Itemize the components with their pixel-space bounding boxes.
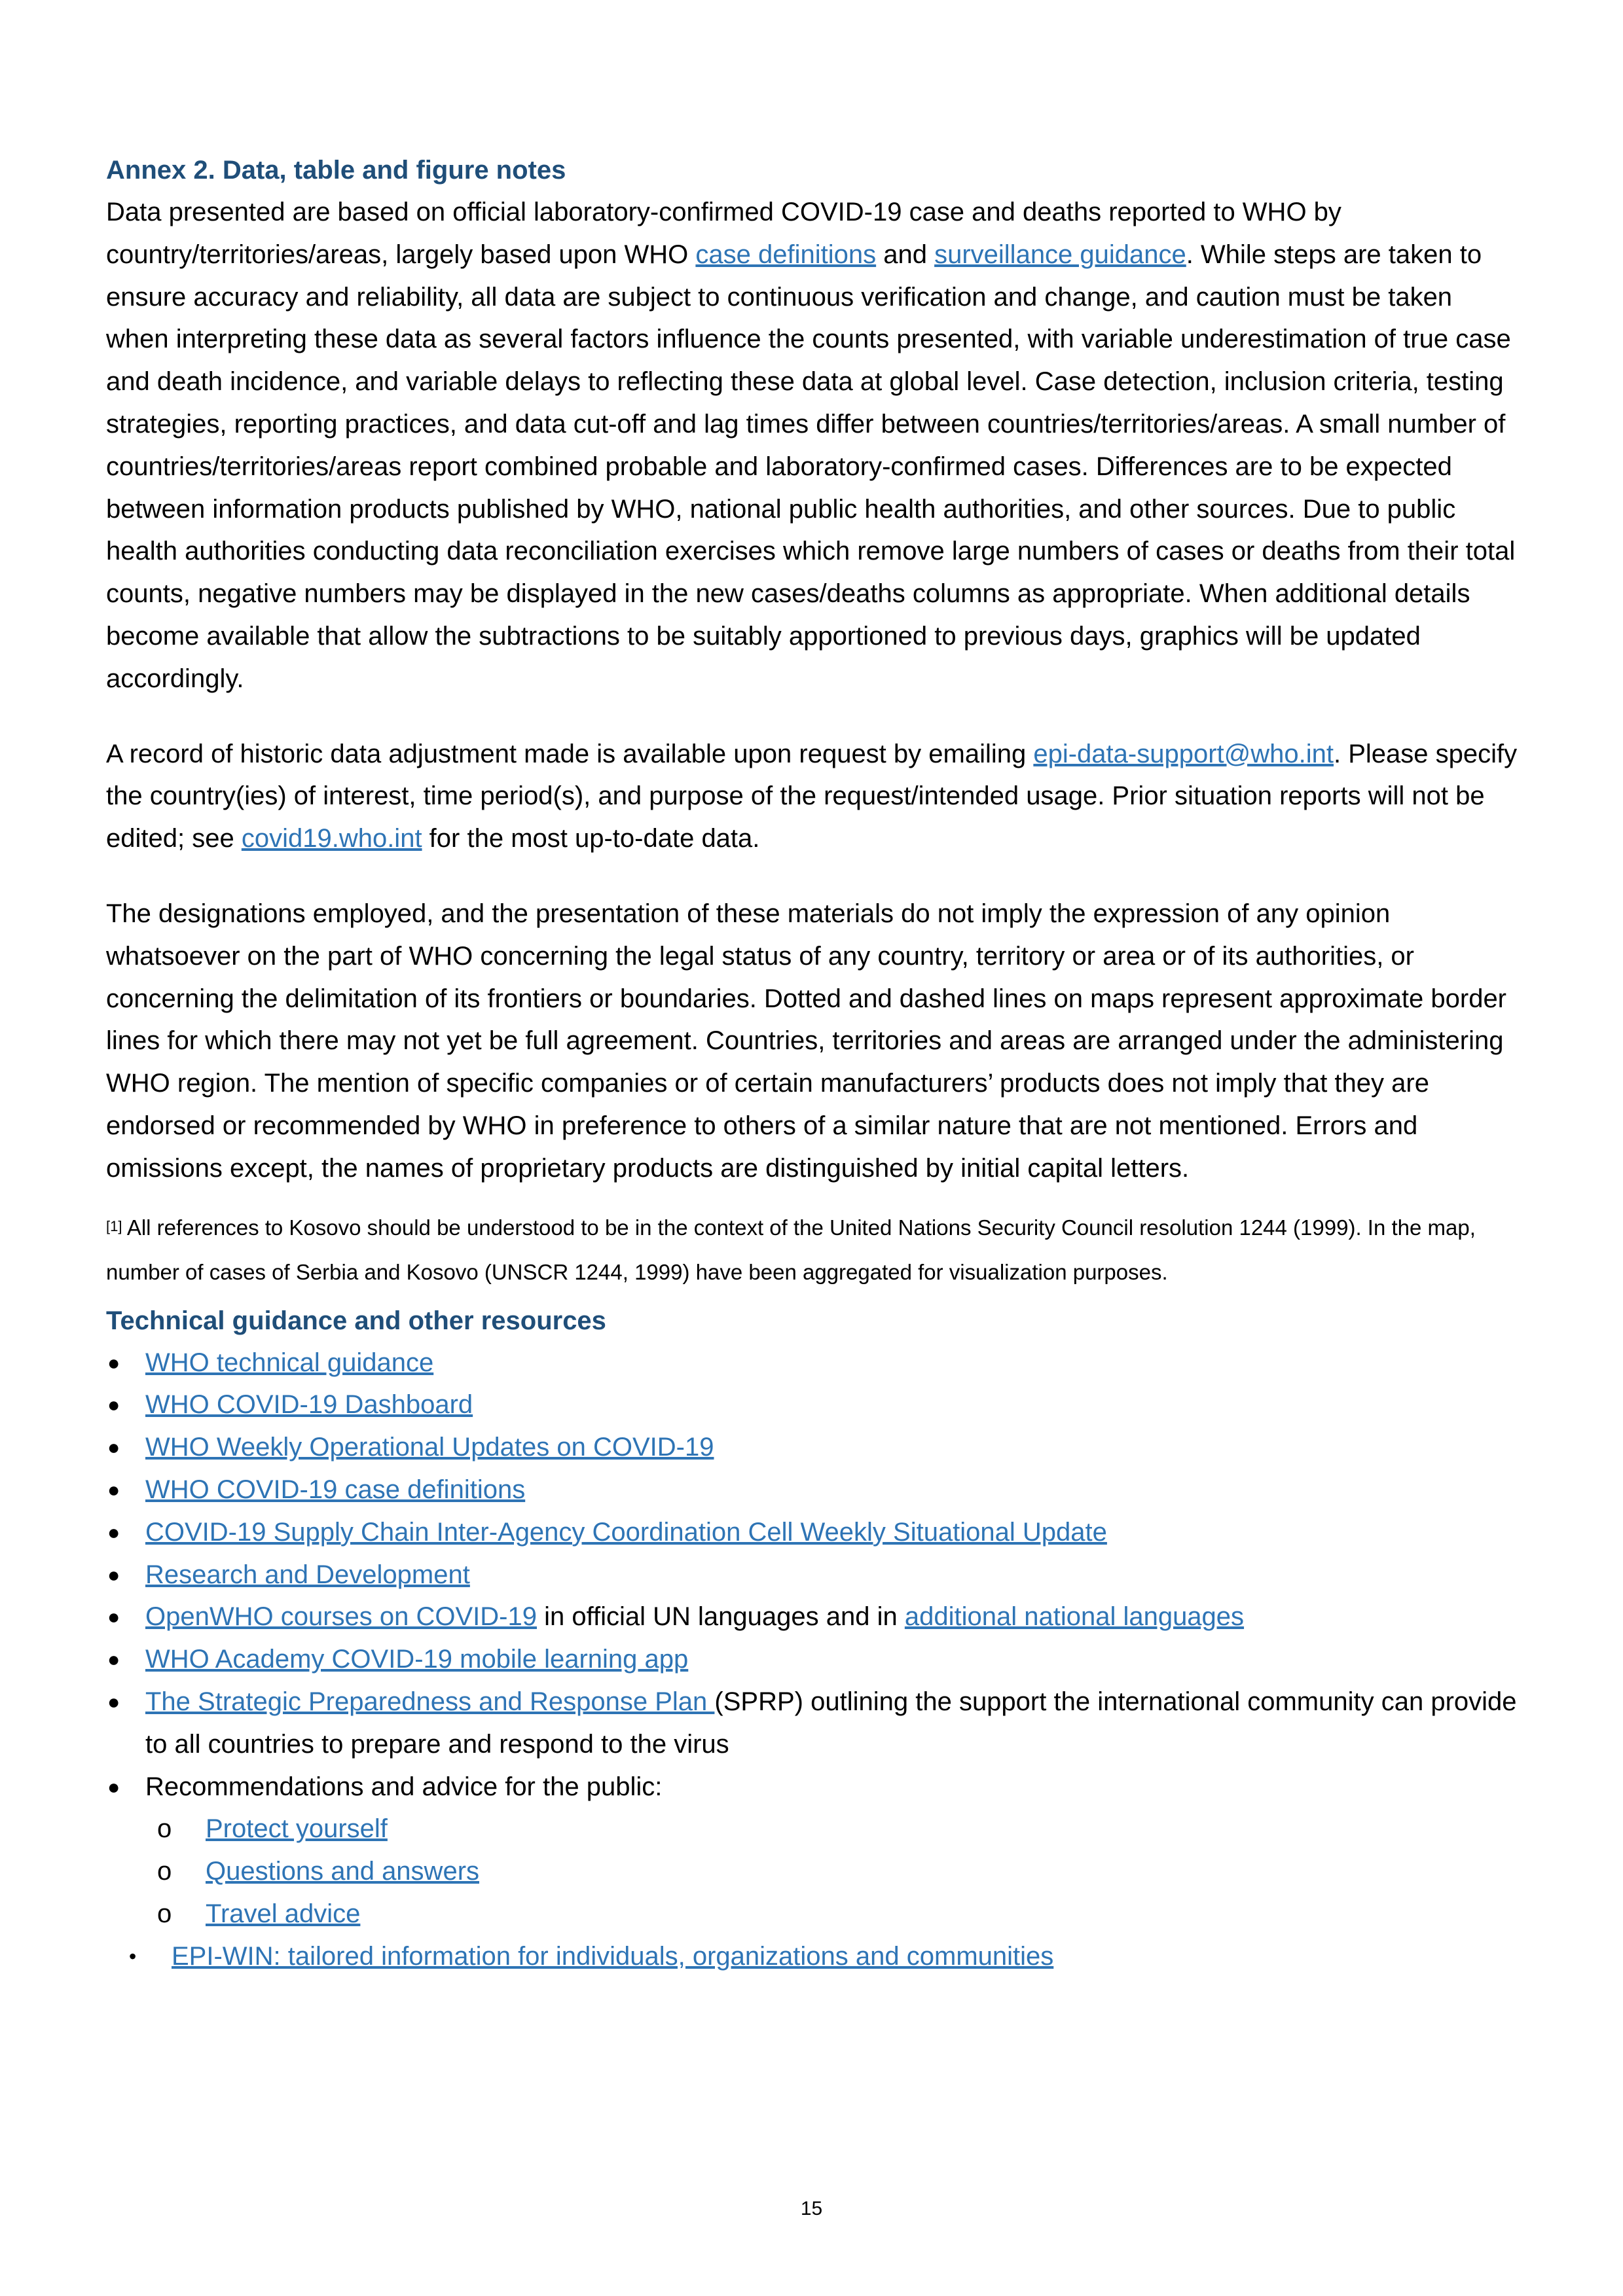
kosovo-footnote [106, 1207, 1520, 1293]
bullet-icon: ● [107, 1562, 120, 1587]
bullet-icon: ● [107, 1647, 120, 1672]
document-page [106, 149, 1520, 1977]
designations-disclaimer-paragraph: The designations employed, and the presentation of these materials do not imply the expression of any opinion whatsoever on the part of WHO concerning the legal status of any country, territory or area or of its authorities, or concerning the delimitation of its frontiers or boundaries. Dotted and dashed lines on maps represent approximate border lines for which there may not yet be full agreement. Countries, territories and areas are arranged under the administering WHO region. The mention of specific companies or of certain manufacturers’ products does not imply that they are endorsed or recommended by WHO in preference to others of a similar nature that are not mentioned. Errors and omissions except, the names of proprietary products are distinguished by initial capital letters. [106, 899, 1507, 1183]
sub-list-item [106, 1893, 1520, 1935]
list-item [106, 1638, 1520, 1681]
additional-national-languages-link[interactable]: additional national languages [904, 1602, 1245, 1632]
footnote-mark: [1] [106, 1217, 122, 1234]
page-number: 15 [800, 2198, 823, 2219]
who-covid19-dashboard-link[interactable]: WHO COVID-19 Dashboard [145, 1390, 473, 1420]
who-technical-guidance-link[interactable]: WHO technical guidance [145, 1348, 434, 1377]
bullet-icon: ● [107, 1520, 120, 1544]
bullet-icon: ● [107, 1605, 120, 1629]
footnote-text: All references to Kosovo should be understood to be in the context of the United Nations Security Council resolution 1244 (1999). In the map, number of cases of Serbia and Kosovo (UNSCR 1244, 1999) have been aggregated for visualization purposes. [106, 1215, 1476, 1284]
sprp-link[interactable]: The Strategic Preparedness and Response Plan [145, 1687, 715, 1716]
epi-win-link[interactable]: EPI-WIN: tailored information for individuals, organizations and communities [172, 1941, 1054, 1971]
circle-bullet-icon: o [157, 1857, 172, 1886]
p2-text-2: . Please specify the country(ies) of interest, time period(s), and purpose of the request/intended usage. Prior situation reports will not be edited; see [106, 739, 1518, 853]
data-notes-paragraph [106, 191, 1520, 700]
resources-heading: Technical guidance and other resources [106, 1306, 606, 1335]
bullet-icon: ● [107, 1774, 120, 1799]
covid19-case-definitions-link[interactable]: WHO COVID-19 case definitions [145, 1475, 526, 1504]
bullet-icon: • [129, 1944, 137, 1968]
case-definitions-link[interactable]: case definitions [695, 240, 877, 269]
resources-list [106, 1342, 1520, 1978]
recommendations-text: Recommendations and advice for the public: [145, 1772, 663, 1801]
bullet-icon: ● [107, 1689, 120, 1713]
circle-bullet-icon: o [157, 1899, 172, 1928]
covid19-who-int-link[interactable]: covid19.who.int [241, 824, 422, 853]
annex-heading: Annex 2. Data, table and figure notes [106, 156, 566, 185]
list-item [106, 1426, 1520, 1469]
public-advice-sublist [106, 1808, 1520, 1935]
list-item [106, 1469, 1520, 1511]
sub-list-item [106, 1808, 1520, 1850]
p2-text-1: A record of historic data adjustment made is available upon request by emailing [106, 739, 1034, 768]
who-academy-app-link[interactable]: WHO Academy COVID-19 mobile learning app [145, 1645, 689, 1674]
p1-text-1: Data presented are based on official laboratory-confirmed COVID-19 case and deaths reported to WHO by country/territories/areas, largely based upon WHO [106, 198, 1341, 269]
protect-yourself-link[interactable]: Protect yourself [206, 1814, 388, 1844]
p1-text-3: . While steps are taken to ensure accuracy and reliability, all data are subject to continuous verification and change, and caution must be taken when interpreting these data as several factors influence the counts presented, with variable underestimation of true case and death incidence, and variable delays to reflecting these data at global level. Case detection, inclusion criteria, testing strategies, reporting practices, and data cut-off and lag times differ between countries/territories/areas. A small number of countries/territories/areas report combined probable and laboratory-confirmed cases. Differences are to be expected between information products published by WHO, national public health authorities, and other sources. Due to public health authorities conducting data reconciliation exercises which remove large numbers of cases or deaths from their total counts, negative numbers may be displayed in the new cases/deaths columns as appropriate. When additional details become available that allow the subtractions to be suitably apportioned to previous days, graphics will be updated accordingly. [106, 240, 1516, 693]
p2-text-3: for the most up-to-date data. [422, 824, 760, 853]
list-item [106, 1511, 1520, 1554]
list-item [106, 1384, 1520, 1426]
list-item [106, 1596, 1520, 1638]
openwho-courses-link[interactable]: OpenWHO courses on COVID-19 [145, 1602, 537, 1632]
weekly-operational-updates-link[interactable]: WHO Weekly Operational Updates on COVID-19 [145, 1433, 714, 1462]
openwho-text: in official UN languages and in [537, 1602, 905, 1632]
list-item [106, 1766, 1520, 1935]
list-item [106, 1935, 1520, 1978]
epi-data-support-email-link[interactable]: epi-data-support@who.int [1033, 739, 1334, 768]
surveillance-guidance-link[interactable]: surveillance guidance [934, 240, 1186, 269]
data-adjustment-paragraph [106, 733, 1520, 860]
bullet-icon: ● [107, 1435, 120, 1460]
bullet-icon: ● [107, 1393, 120, 1417]
list-item [106, 1681, 1520, 1766]
list-item [106, 1554, 1520, 1596]
list-item [106, 1342, 1520, 1384]
sub-list-item [106, 1850, 1520, 1893]
p1-text-2: and [876, 240, 935, 269]
research-development-link[interactable]: Research and Development [145, 1560, 470, 1589]
supply-chain-update-link[interactable]: COVID-19 Supply Chain Inter-Agency Coordination Cell Weekly Situational Update [145, 1517, 1107, 1547]
sprp-text: (SPRP) outlining the support the international community can provide to all countries to prepare and respond to the virus [145, 1687, 1517, 1759]
bullet-icon: ● [107, 1350, 120, 1374]
bullet-icon: ● [107, 1477, 120, 1501]
circle-bullet-icon: o [157, 1814, 172, 1844]
travel-advice-link[interactable]: Travel advice [206, 1899, 361, 1928]
questions-answers-link[interactable]: Questions and answers [206, 1857, 480, 1886]
